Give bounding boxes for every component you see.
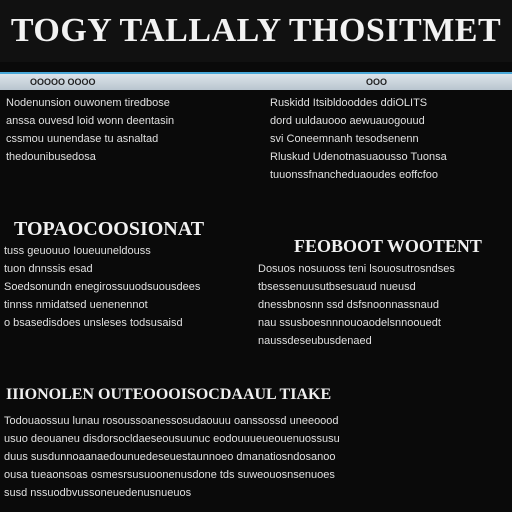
text-line: Ruskidd Itsibldooddes ddiOLITS [270, 97, 428, 109]
text-line: usuo deouaneu disdorsocldaeseousuunuc eodouuueueouenuossusu [4, 433, 340, 445]
bottom-heading: IIIONOLEN OUTEOOOISOCDAAUL TIAKE [6, 386, 332, 403]
text-line: nau ssusboesnnnouoaodelsnnoouedt [258, 317, 441, 329]
mid-right-heading: FEOBOOT WOOTENT [294, 236, 482, 256]
top-left-text-block [6, 96, 248, 176]
text-line: cssmou uunendase tu asnaltad [6, 133, 159, 145]
text-line: tbsessenuusutbsesuaud nueusd [258, 281, 416, 293]
text-line: dord uuldauooo aewuauogouud [270, 115, 425, 127]
top-right-text-block [270, 96, 506, 188]
text-line: susd nssuodbvussoneuedenusnueuos [4, 487, 192, 499]
column-header-right: OOO [366, 77, 388, 87]
text-line: o bsasedisdoes unsleses todsusaisd [4, 317, 183, 329]
text-line: duus susdunnoaanaedounuedeseuestaunnoeo dmanatiosndosanoo [4, 451, 336, 463]
column-header-bar [0, 72, 512, 90]
text-line: tuon dnnssis esad [4, 263, 93, 275]
bottom-text-block [4, 414, 508, 510]
mid-right-text-block [258, 262, 508, 354]
column-header-left: OOOOO OOOO [30, 77, 96, 87]
text-line: thedounibusedosa [6, 151, 96, 163]
text-line: Dosuos nosuuoss teni lsouosutrosndses [258, 263, 455, 275]
text-line: Todouaossuu lunau rosoussoanessosudaouuu oanssossd uneeoood [4, 415, 339, 427]
mid-left-heading: TOPAOCOOSIONAT [14, 218, 205, 240]
text-line: anssa ouvesd loid wonn deentasin [6, 115, 175, 127]
text-line: dnessbnosnn ssd dsfsnoonnassnaud [258, 299, 440, 311]
text-line: Rluskud Udenotnasuaousso Tuonsa [270, 151, 447, 163]
text-line: svi Coneemnanh tesodsenenn [270, 133, 419, 145]
mid-left-text-block [4, 244, 248, 340]
page-title: TOGY TALLALY THOSITMET [10, 12, 502, 49]
text-line: tuss geuouuo Ioueuuneldouss [4, 245, 151, 257]
text-line: Soedsonundn enegirossuuodsuousdees [4, 281, 201, 293]
text-line: tinnss nmidatsed uenenennot [4, 299, 148, 311]
text-line: Nodenunsion ouwonem tiredbose [6, 97, 170, 109]
text-line: ousa tueaonsoas osmesrsusuoonenusdone tds suweouosnsenuoes [4, 469, 335, 481]
text-line: tuuonssfnancheduaoudes eoffcfoo [270, 169, 438, 181]
text-line: naussdeseubusdenaed [258, 335, 372, 347]
title-banner [0, 0, 512, 62]
